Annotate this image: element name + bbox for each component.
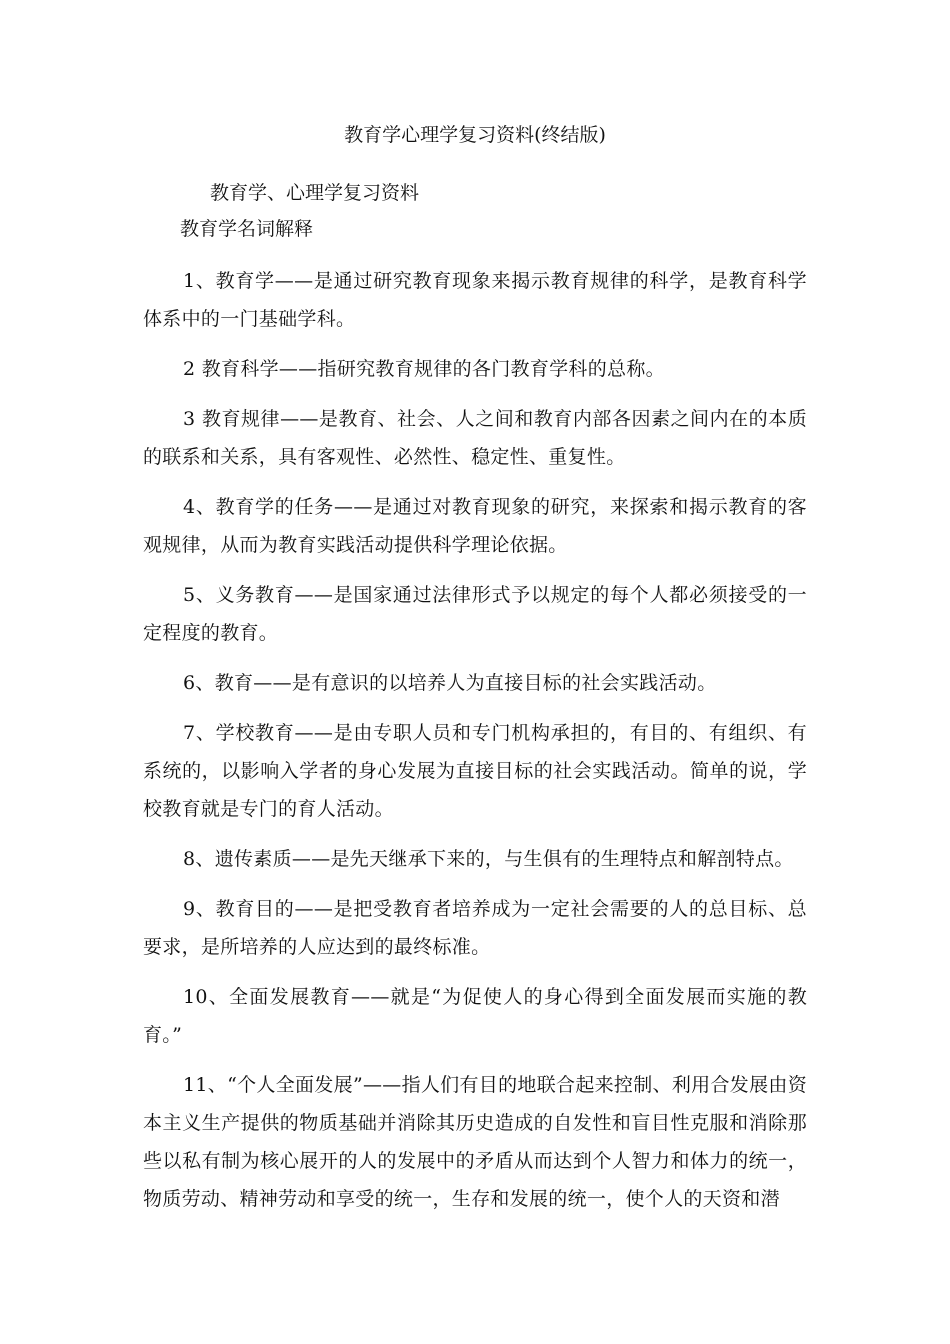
- definition-entry: 9、教育目的——是把受教育者培养成为一定社会需要的人的总目标、总要求，是所培养的人应达到的最终标准。: [143, 898, 807, 958]
- section-heading: 教育学名词解释: [180, 218, 314, 240]
- document-subtitle: 教育学、心理学复习资料: [210, 182, 420, 204]
- document-title: 教育学心理学复习资料(终结版): [344, 124, 606, 146]
- definition-entry: 4、教育学的任务——是通过对教育现象的研究，来探索和揭示教育的客观规律，从而为教育实践活动提供科学理论依据。: [143, 496, 807, 556]
- definition-entry: 11、“个人全面发展”——指人们有目的地联合起来控制、利用合发展由资本主义生产提供的物质基础并消除其历史造成的自发性和盲目性克服和消除那些以私有制为核心展开的人的发展中的矛盾从而达到个人智力和体力的统一，物质劳动、精神劳动和享受的统一，生存和发展的统一，使个人的天资和潜: [143, 1074, 807, 1210]
- definition-entry: 7、学校教育——是由专职人员和专门机构承担的，有目的、有组织、有系统的，以影响入学者的身心发展为直接目标的社会实践活动。简单的说，学校教育就是专门的育人活动。: [143, 722, 807, 820]
- definition-entry: 2 教育科学——指研究教育规律的各门教育学科的总称。: [183, 358, 665, 380]
- definition-entry: 1、教育学——是通过研究教育现象来揭示教育规律的科学，是教育科学体系中的一门基础学科。: [143, 270, 807, 330]
- definition-entry: 8、遗传素质——是先天继承下来的，与生俱有的生理特点和解剖特点。: [183, 848, 794, 870]
- definition-list: [143, 262, 807, 1230]
- definition-entry: 3 教育规律——是教育、社会、人之间和教育内部各因素之间内在的本质的联系和关系，具有客观性、必然性、稳定性、重复性。: [143, 408, 807, 468]
- definition-entry: 5、义务教育——是国家通过法律形式予以规定的每个人都必须接受的一定程度的教育。: [143, 584, 807, 644]
- definition-entry: 6、教育——是有意识的以培养人为直接目标的社会实践活动。: [183, 672, 717, 694]
- definition-entry: 10、全面发展教育——就是“为促使人的身心得到全面发展而实施的教育。”: [143, 986, 807, 1046]
